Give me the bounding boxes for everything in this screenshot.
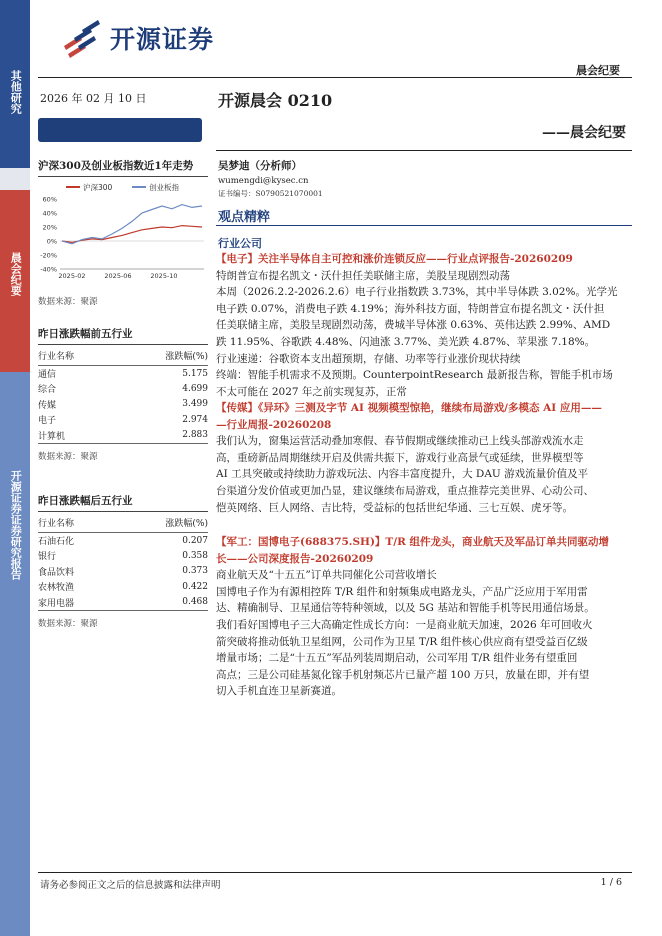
logo-text: 开源证券	[110, 25, 215, 54]
table-row	[38, 412, 208, 428]
chart-title: 沪深300及创业板指数近1年走势	[38, 158, 208, 177]
bottom-industries-title: 昨日涨跌幅后五行业	[38, 493, 208, 512]
x-tick-label: 2025-06	[104, 272, 132, 280]
analyst-cert: 证书编号：S0790521070001	[218, 189, 323, 198]
col-change: 涨跌幅(%)	[116, 345, 208, 366]
article-text-line: 行业速递：谷歌资本支出超预期，存储、功率等行业涨价现状持续	[216, 352, 521, 365]
footer-divider	[38, 872, 632, 873]
page-subtitle: ——晨会纪要	[542, 125, 626, 141]
industry-name: 通信	[38, 370, 57, 380]
article-text-line: 箭突破将推动低轨卫星组网，公司作为卫星 T/R 组件核心供应商有望受益百亿级	[216, 635, 588, 648]
article-heading-line: 【军工：国博电子(688375.SH)】T/R 组件龙头，商业航天及军品订单共同驱动增	[216, 536, 609, 548]
article-military	[216, 534, 628, 700]
article-text-line: 不太可能在 2027 年之前实现复苏，正常	[216, 385, 407, 398]
article-text-line: 终端：智能手机需求不及预期。CounterpointResearch 最新报告称，智能手机市场	[216, 369, 613, 382]
article-text-line: 切入手机直连卫星新赛道。	[216, 685, 342, 698]
x-tick-label: 2025-02	[58, 272, 86, 280]
sidebar-label-type: 晨会纪要	[9, 252, 23, 296]
analyst-email[interactable]: wumengdi@kysec.cn	[218, 176, 309, 186]
analyst-info	[218, 158, 323, 199]
report-date: 2026 年 02 月 10 日	[40, 92, 147, 105]
industry-change: 2.883	[116, 428, 208, 444]
y-tick-label: 60%	[42, 195, 57, 204]
legend-label: 沪深300	[83, 183, 113, 192]
article-text-line: 本周（2026.2.2-2026.2.6）电子行业指数跌 3.73%，其中半导体跌 3.02%。光学光	[216, 286, 618, 299]
section-title: 观点精粹	[218, 210, 271, 225]
industry-name: 传媒	[38, 400, 57, 411]
article-text-line: 达、精确制导、卫星通信等特种领域，以及 5G 基站和智能手机等民用通信场景。	[216, 602, 595, 615]
section-divider	[216, 225, 632, 226]
top-industries-title: 昨日涨跌幅前五行业	[38, 326, 208, 345]
industry-name: 石油石化	[38, 537, 75, 547]
col-change: 涨跌幅(%)	[116, 512, 208, 533]
table-row	[38, 579, 208, 595]
y-tick-label: 20%	[42, 223, 57, 232]
company-logo	[60, 16, 214, 60]
bottom-industries-source: 数据来源：聚源	[38, 618, 98, 629]
bottom-industries-panel	[38, 493, 208, 629]
left-sidebar	[0, 0, 30, 936]
header-divider	[38, 77, 632, 78]
index-chart	[38, 179, 208, 291]
y-tick-label: 40%	[42, 209, 57, 218]
article-text-line: 任美联储主席，美股呈现剧烈动荡，费城半导体涨 0.63%、英伟达跌 2.99%、AMD	[216, 319, 611, 332]
page-number: 1 / 6	[600, 877, 622, 888]
industry-change: 0.468	[116, 595, 208, 611]
article-text-line: 增量市场；二是“十五五”军品列装周期启动，公司军用 T/R 组件业务有望重回	[216, 652, 578, 665]
article-text-line: 跌 11.95%、谷歌跌 4.48%、闪迪涨 3.77%、美光跌 4.87%、苹果涨 7.18%。	[216, 335, 596, 348]
col-industry-name: 行业名称	[38, 512, 116, 533]
footer-disclaimer: 请务必参阅正文之后的信息披露和法律声明	[40, 880, 221, 891]
article-text-line: 商业航天及“十五五”订单共同催化公司营收增长	[216, 569, 437, 582]
article-heading-line: 长——公司深度报告-20260209	[216, 552, 374, 565]
bottom-industries-table	[38, 512, 208, 611]
article-text-line: 我们认为，窗集运营活动叠加寒假、春节假期或继续推动已上线头部游戏流水走	[216, 435, 584, 448]
article-text-line: 我们看好国博电子三大高确定性成长方向：一是商业航天加速，2026 年可回收火	[216, 618, 593, 631]
table-row	[38, 428, 208, 444]
table-row	[38, 381, 208, 397]
table-row	[38, 595, 208, 611]
y-tick-label: 0%	[46, 237, 57, 246]
article-heading-line: —行业周报-20260208	[216, 418, 332, 431]
y-tick-label: -20%	[40, 251, 57, 260]
top-industries-source: 数据来源：聚源	[38, 451, 98, 462]
industry-name: 综合	[38, 385, 57, 396]
y-tick-label: -40%	[40, 265, 57, 274]
analyst-name: 吴梦迪（分析师）	[218, 160, 302, 172]
article-text-line: 高，重磅新品周期继续开启及供需共振下，游戏行业高景气或延续，世界模型等	[216, 451, 584, 464]
industry-change: 4.699	[182, 383, 208, 394]
chart-source: 数据来源：聚源	[38, 297, 98, 307]
industry-name: 家用电器	[38, 595, 116, 611]
page-title: 开源晨会 0210	[218, 91, 333, 110]
industry-change: 3.499	[182, 399, 208, 410]
table-row	[38, 366, 208, 382]
table-row	[38, 533, 208, 549]
decorative-blue-bar	[38, 118, 202, 142]
table-row	[38, 397, 208, 413]
top-industries-table	[38, 345, 208, 444]
industry-change: 5.175	[182, 368, 208, 379]
table-row	[38, 564, 208, 580]
article-media	[216, 400, 628, 516]
article-text-line: 高点；三是公司硅基氮化镓手机射频芯片已量产超 100 万只，放量在即，并有望	[216, 668, 590, 681]
industry-change: 0.207	[182, 535, 208, 546]
top-industries-panel	[38, 326, 208, 462]
article-text-line: AI 工具突破或持续助力游戏玩法、内容丰富度提升，大 DAU 游戏流量价值及平	[216, 468, 589, 481]
article-text-line: 特朗普宣布提名凯文・沃什担任美联储主席，美股呈现剧烈动荡	[216, 269, 510, 282]
col-industry-name: 行业名称	[38, 345, 116, 366]
article-text-line: 电子跌 0.07%，消费电子跌 4.19%；海外科技方面，特朗普宣布提名凯文・沃什担	[216, 302, 605, 315]
industry-name: 农林牧渔	[38, 583, 75, 594]
industry-name: 计算机	[38, 428, 116, 444]
industry-name: 银行	[38, 552, 57, 563]
sidebar-label-category: 其他研究	[9, 70, 23, 114]
industry-change: 0.373	[182, 566, 208, 577]
sidebar-bottom-block	[0, 372, 30, 936]
table-row	[38, 548, 208, 564]
article-text-line: 台渠道分发价值或更加凸显，建议继续布局游戏，重点推荐完美世界、心动公司、	[216, 484, 594, 497]
article-heading-line: 【电子】关注半导体自主可控和涨价连锁反应——行业点评报告-20260209	[216, 253, 573, 265]
sidebar-label-brand: 开源证券证券研究报告	[9, 470, 23, 580]
report-type-label: 晨会纪要	[576, 64, 620, 77]
industry-change: 0.358	[182, 550, 208, 561]
index-chart-panel	[38, 158, 208, 307]
x-tick-label: 2025-10	[150, 272, 178, 280]
industry-name: 电子	[38, 416, 57, 427]
title-divider	[216, 150, 632, 151]
series-line-chinext	[62, 205, 202, 244]
industry-name: 食品饮料	[38, 567, 75, 578]
industry-change: 2.974	[182, 414, 208, 425]
article-text-line: 国博电子作为有源相控阵 T/R 组件和射频集成电路龙头，产品广泛应用于军用雷	[216, 585, 588, 598]
section-subtitle: 行业公司	[218, 237, 262, 250]
logo-stripes-icon	[60, 16, 106, 60]
legend-label: 创业板指	[149, 183, 179, 192]
article-heading-line: 【传媒】《异环》三测及字节 AI 视频模型惊艳，继续布局游戏/多模态 AI 应用——	[216, 402, 602, 414]
article-electronics	[216, 251, 628, 400]
article-text-line: 恺英网络、巨人网络、吉比特，受益标的包括世纪华通、三七互娱、虎牙等。	[216, 501, 573, 514]
industry-change: 0.422	[182, 581, 208, 592]
